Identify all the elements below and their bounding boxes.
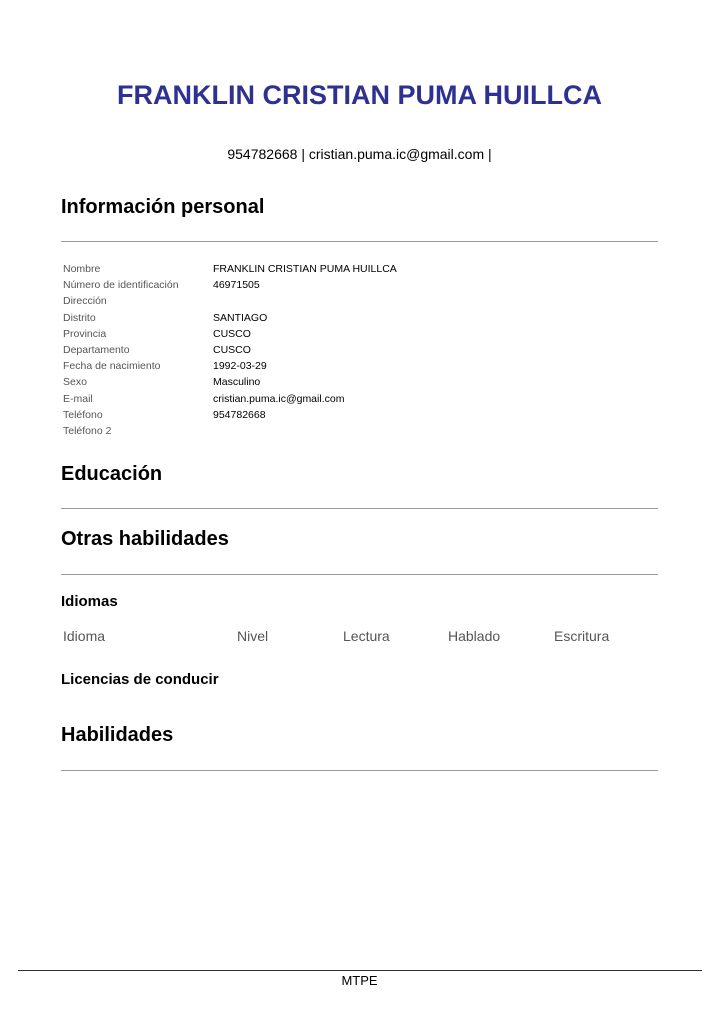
info-row [63,391,658,407]
subsection-title-languages: Idiomas [61,593,118,610]
section-divider [61,574,658,575]
info-row [63,342,658,358]
footer-divider [18,970,702,971]
column-header-language: Idioma [63,628,106,644]
info-row [63,293,658,309]
section-title-skills: Habilidades [61,724,174,746]
info-label: Provincia [63,327,107,340]
info-row [63,277,658,293]
info-value: 954782668 [213,408,266,421]
column-header-level: Nivel [237,628,269,644]
info-label: Número de identificación [63,279,179,292]
section-title-education: Educación [61,463,163,485]
info-value: CUSCO [213,343,251,356]
candidate-name: FRANKLIN CRISTIAN PUMA HUILLCA [117,80,602,110]
section-divider [61,241,658,242]
info-label: Teléfono [63,408,103,421]
info-value: 46971505 [213,279,260,292]
footer-text: MTPE [341,973,378,988]
info-row [63,374,658,390]
section-title-personal: Información personal [61,196,265,218]
column-header-writing: Escritura [554,628,610,644]
contact-line: 954782668 | cristian.puma.ic@gmail.com | [227,146,492,162]
info-row [63,326,658,342]
section-divider [61,770,658,771]
languages-table-header [63,628,658,646]
info-label: Distrito [63,311,96,324]
info-label: Teléfono 2 [63,424,112,437]
info-label: Departamento [63,343,130,356]
info-label: Nombre [63,263,101,275]
column-header-speaking: Hablado [448,628,501,644]
info-row [63,358,658,374]
info-row [63,423,658,439]
info-label: E-mail [63,392,93,405]
info-value: 1992-03-29 [213,360,267,373]
info-label: Sexo [63,376,87,389]
info-row [63,261,658,277]
info-row [63,310,658,326]
info-value: cristian.puma.ic@gmail.com [213,392,345,405]
section-title-other-skills: Otras habilidades [61,528,229,550]
subsection-title-licenses: Licencias de conducir [61,671,219,688]
info-row [63,407,658,423]
info-value: CUSCO [213,327,251,340]
column-header-reading: Lectura [343,628,390,644]
info-label: Dirección [63,295,107,308]
info-value: Masculino [213,376,261,389]
info-value: SANTIAGO [213,311,268,324]
personal-info-table [63,261,658,439]
info-value: FRANKLIN CRISTIAN PUMA HUILLCA [213,263,397,275]
section-divider [61,508,658,509]
info-label: Fecha de nacimiento [63,360,161,373]
